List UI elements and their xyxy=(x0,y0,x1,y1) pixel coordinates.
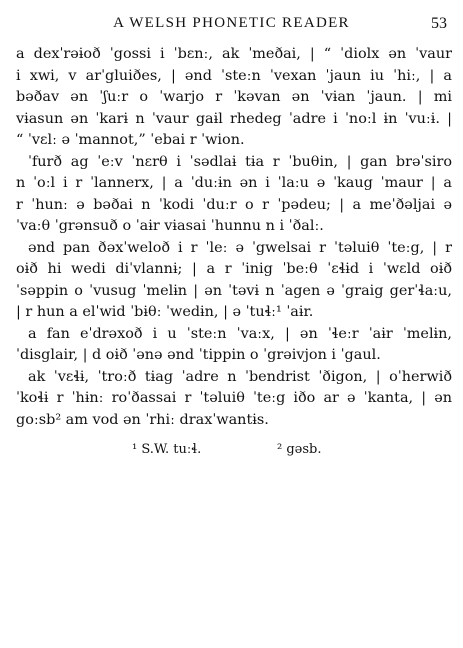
text-line: ˈsəppin o ˈvusug ˈmelɨn | ən ˈtəvɨ n ˈagen ə ˈgraig gerˈɬaːu, xyxy=(16,282,452,299)
page-number: 53 xyxy=(431,15,447,32)
text-line: a dexˈrəɨoð ˈgossi i ˈbɛnː, ak ˈmeðai, | “ ˈdiolx ən ˈvaur xyxy=(16,46,452,62)
footnotes xyxy=(0,442,463,462)
text-line: oɨð hi wedi diˈvlannɨ; | a r ˈinig ˈbeːθ ˈɛɬɨd i ˈwɛld oɨð xyxy=(16,261,452,277)
text-line: ənd pan ðəxˈweloð i r ˈleː ə ˈgwelsai r ˈtəluiθ ˈteːg, | r xyxy=(28,239,452,256)
text-line: | r hun a elˈwid ˈbɨθː ˈwedɨn, | ə ˈtuɬː¹ ˈaɨr. xyxy=(16,304,314,320)
footnote-2: ² gəsb. xyxy=(277,442,322,457)
text-line: ˈvaːθ ˈgrənsuð o ˈaɨr vɨasai ˈhunnu n i ˈðalː. xyxy=(16,218,324,234)
text-line: n ˈoːl i r ˈlannerx, | a ˈduːɨn ən i ˈlaːu ə ˈkaug ˈmaur | a xyxy=(16,175,452,191)
footnote-1: ¹ S.W. tuːɬ. xyxy=(132,442,202,457)
text-line: r ˈhunː ə bəðai n ˈkodi ˈduːr o r ˈpədeu; | a meˈðəljai ə xyxy=(16,196,452,213)
text-line: ak ˈvɛɬɨ, ˈtroːð tɨag ˈadre n ˈbendrist ˈðigon, | oˈherwið xyxy=(28,368,452,385)
running-title: A WELSH PHONETIC READER xyxy=(113,15,350,31)
text-line: vɨasun ən ˈkarɨ n ˈvaur gaɨl rhedeg ˈadre i ˈnoːl ɨn ˈvuːɨ. | xyxy=(16,110,452,127)
text-line: ˈfurð ag ˈeːv ˈnɛrθ i ˈsədlaɨ tɨa r ˈbuθin, | gan brəˈsiro xyxy=(28,153,452,170)
body-text xyxy=(16,44,452,431)
text-line: i xwi, v arˈgluiðes, | ənd ˈsteːn ˈvexan ˈjaun iu ˈhiː, | a xyxy=(16,67,452,84)
text-line: bəðav ən ˈʃuːr o ˈwarjo r ˈkəvan ən ˈvɨan ˈjaun. | mi xyxy=(16,89,452,105)
text-line: ˈkoɬɨ r ˈhɨnː roˈðassai r ˈtəluiθ ˈteːg iðo ar ə ˈkanta, | ən xyxy=(16,390,452,406)
text-line: “ ˈvɛlː ə ˈmannot,” ˈebai r ˈwion. xyxy=(16,132,245,148)
text-line: goːsb² am vod ən ˈrhiː draxˈwantɨs. xyxy=(16,411,269,428)
page-header xyxy=(0,15,463,35)
text-line: a fan eˈdrəxoð i u ˈsteːn ˈvaːx, | ən ˈɬeːr ˈaɨr ˈmelɨn, xyxy=(28,325,452,342)
text-line: ˈdisglair, | d oɨð ˈənə ənd ˈtippin o ˈgrəivjon i ˈgaul. xyxy=(16,347,381,363)
